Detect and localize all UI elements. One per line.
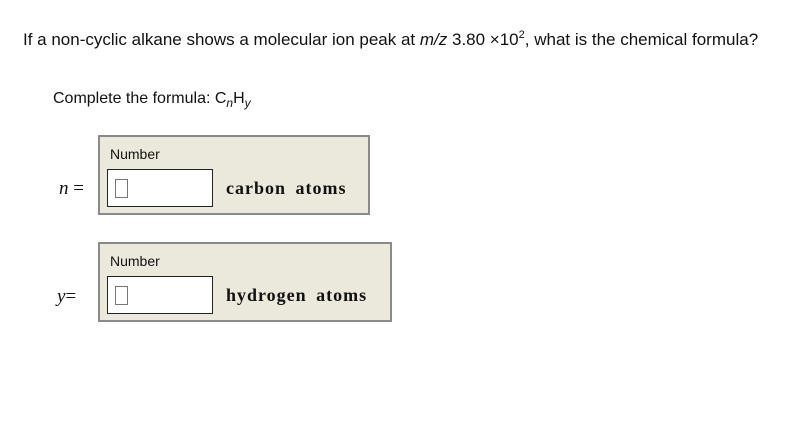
question-prefix: If a non-cyclic alkane shows a molecular ion peak at [23,30,420,49]
mass-exponent: 2 [518,29,525,41]
formula-h: H [233,90,245,107]
variable-n: n [59,178,69,199]
question-suffix: , what is the chemical formula? [524,30,759,49]
hydrogen-atoms-label: hydrogen atoms [226,285,368,305]
equals-sign: = [73,178,84,199]
variable-n-label [59,178,84,200]
instruction-label: Complete the formula: [53,90,215,107]
input-cursor-box [115,179,128,198]
instruction-text [53,88,251,110]
number-caption: Number [110,253,160,269]
formula-y-subscript: y [244,96,251,110]
formula-c: C [214,90,227,107]
variable-y: y [57,286,66,307]
carbon-count-input[interactable] [107,169,213,207]
carbon-answer-box [98,135,370,215]
hydrogen-count-input[interactable] [107,276,213,314]
carbon-atoms-label: carbon atoms [226,178,347,198]
input-cursor-box [115,286,128,305]
mz-label: m/z [419,30,448,49]
variable-y-label [57,286,76,308]
equals-sign: = [65,286,77,307]
formula-n-subscript: n [226,96,234,110]
hydrogen-answer-box [98,242,392,322]
question-text [23,29,758,51]
mass-value: 3.80 ×10 [447,30,519,49]
number-caption: Number [110,146,160,162]
